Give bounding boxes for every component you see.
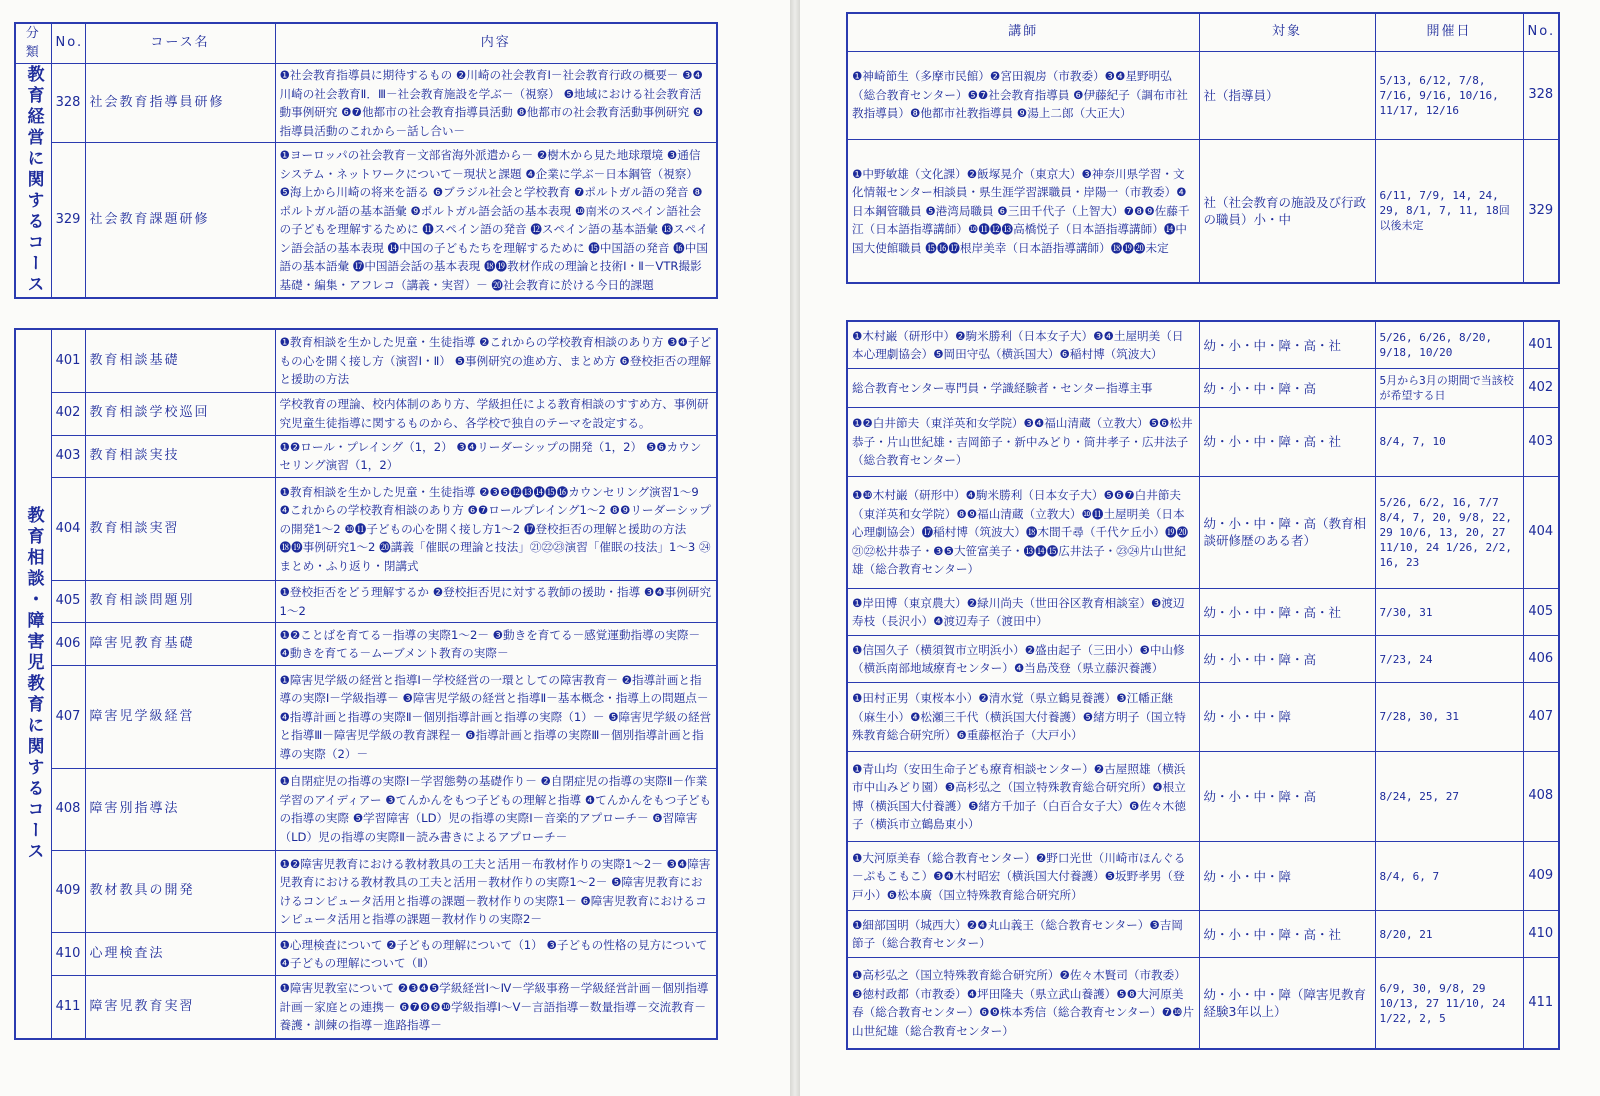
header-course-name: コース名 — [85, 23, 275, 64]
target-audience: 社（社会教育の施設及び行政の職員）小・中 — [1199, 139, 1375, 283]
session-dates: 5月から3月の期間で当該校が希望する日 — [1375, 369, 1523, 408]
table-row — [847, 369, 1559, 408]
course-number: 405 — [51, 580, 85, 623]
header-content: 内容 — [275, 23, 717, 64]
target-audience: 社（指導員） — [1199, 51, 1375, 139]
course-content: ❶自閉症児の指導の実際Ⅰ－学習態勢の基礎作り－ ❷自閉症児の指導の実際Ⅱ－作業学習のアイディアー ❸てんかんをもつ子どもの理解と指導 ❹てんかんをもつ子どもの指導の実際 ❺学習障害（LD）児の指導の実際Ⅰ－音楽的アプローチ－ ❻習障害（LD）児の指導の実際Ⅱ－読み書きによるアプローチ－ — [275, 768, 717, 850]
course-number: 404 — [51, 478, 85, 580]
course-number: 408 — [51, 768, 85, 850]
course-name: 教育相談学校巡回 — [85, 392, 275, 435]
instructor-table-education-management — [846, 12, 1560, 284]
table-row — [847, 751, 1559, 842]
course-number: 410 — [1523, 911, 1559, 958]
course-number: 328 — [51, 64, 85, 143]
course-number: 410 — [51, 933, 85, 976]
course-number: 409 — [51, 850, 85, 932]
course-content: 学校教育の理論、校内体制のあり方、学級担任による教育相談のすすめ方、事例研究児童生徒指導に関するものから、各学校で独自のテーマを設定する。 — [275, 392, 717, 435]
course-table-counseling — [14, 328, 718, 1040]
target-audience: 幼・小・中・障・高・社 — [1199, 407, 1375, 476]
table-row — [847, 842, 1559, 911]
table-row — [847, 958, 1559, 1049]
target-audience: 幼・小・中・障・高 — [1199, 751, 1375, 842]
instructors: ❶中野敏雄（文化課）❷飯塚晃介（東京大）❸神奈川県学習・文化情報センター相談員・県生涯学習課職員・岸陽一（市教委）❹日本鋼管職員 ❺港湾局職員 ❻三田千代子（上智大）❼❽❾佐藤千江（日本語指導講師）❿⓫⓬⓭高橋悦子（日本語指導講師）⓮中国大使館職員 ⓯⓰⓱根岸美幸（日本語指導講師）⓲⓳⓴未定 — [847, 139, 1199, 283]
course-name: 心理検査法 — [85, 933, 275, 976]
table-row — [15, 666, 717, 768]
instructors: 総合教育センター専門員・学識経験者・センター指導主事 — [847, 369, 1199, 408]
table-row — [847, 321, 1559, 369]
target-audience: 幼・小・中・障・高 — [1199, 636, 1375, 683]
course-number: 404 — [1523, 476, 1559, 588]
table-row — [15, 435, 717, 478]
course-number: 328 — [1523, 51, 1559, 139]
target-audience: 幼・小・中・障・高 — [1199, 369, 1375, 408]
course-content: ❶心理検査について ❷子どもの理解について（1） ❸子どもの性格の見方について ❹子どもの理解について（Ⅱ） — [275, 933, 717, 976]
course-number: 407 — [51, 666, 85, 768]
table-row — [15, 64, 717, 143]
course-number: 403 — [1523, 407, 1559, 476]
table-row — [15, 623, 717, 666]
course-number: 403 — [51, 435, 85, 478]
table-row — [847, 51, 1559, 139]
session-dates: 7/23, 24 — [1375, 636, 1523, 683]
course-number: 407 — [1523, 683, 1559, 752]
course-name: 教育相談基礎 — [85, 329, 275, 392]
instructors: ❶青山均（安田生命子ども療育相談センター）❷古屋照雄（横浜市中山みどり園）❸高杉弘之（国立特殊教育総合研究所）❹根立博（横浜国大付養護）❺緒方千加子（白百合女子大）❻佐々木徳子（横浜市立鶴島東小） — [847, 751, 1199, 842]
course-name: 教育相談実習 — [85, 478, 275, 580]
instructors: ❶高杉弘之（国立特殊教育総合研究所）❷佐々木賢司（市教委）❸徳村政都（市教委）❹坪田隆夫（県立武山養護）❺❽大河原美春（総合教育センター）❻❾株本秀信（総合教育センター）❼❿片山世紀雄（総合教育センター） — [847, 958, 1199, 1049]
header-category: 分類 — [15, 23, 51, 64]
instructors: ❶信国久子（横須賀市立明浜小）❷盛由起子（三田小）❸中山修（横浜南部地域療育センター）❹当島茂登（県立藤沢養護） — [847, 636, 1199, 683]
course-number: 406 — [51, 623, 85, 666]
table-row — [15, 143, 717, 298]
header-target: 対象 — [1199, 13, 1375, 51]
header-no: No. — [1523, 13, 1559, 51]
course-table-education-management — [14, 22, 718, 299]
table-row — [15, 329, 717, 392]
header-instructor: 講師 — [847, 13, 1199, 51]
course-content: ❶社会教育指導員に期待するもの ❷川崎の社会教育Ⅰ－社会教育行政の概要－ ❸❹川崎の社会教育Ⅱ．Ⅲ－社会教育施設を学ぶ－（視察） ❺地域における社会教育活動事例研究 ❻❼他都市の社会教育指導員活動 ❽他都市の社会教育活動事例研究 ❾指導員活動のこれから－話し合い－ — [275, 64, 717, 143]
course-number: 329 — [1523, 139, 1559, 283]
table-row — [847, 911, 1559, 958]
session-dates: 8/24, 25, 27 — [1375, 751, 1523, 842]
table-row — [15, 933, 717, 976]
instructors: ❶田村正男（東桜本小）❷清水覚（県立鶴見養護）❸江幡正継（麻生小）❹松瀬三千代（横浜国大付養護）❺緒方明子（国立特殊教育総合研究所）❻重藤枢治子（大戸小） — [847, 683, 1199, 752]
header-dates: 開催日 — [1375, 13, 1523, 51]
course-name: 社会教育指導員研修 — [85, 64, 275, 143]
course-content: ❶ヨーロッパの社会教育－文部省海外派遣から－ ❷樹木から見た地球環境 ❸通信システム・ネットワークについて－現状と課題 ❹企業に学ぶ－日本鋼管（視察） ❺海上から川崎の将来を語る ❻ブラジル社会と学校教育 ❼ポルトガル語の発音 ❽ポルトガル語の基本語彙 ❾ポルトガル語会話の基本表現 ❿南米のスペイン語社会の子どもを理解するために ⓫スペイン語の発音 ⓬スペイン語の基本語彙 ⓭スペイン語会話の基本表現 ⓮中国の子どもたちを理解するために ⓯中国語の発音 ⓰中国語の基本語彙 ⓱中国語会話の基本表現 ⓲⓳教材作成の理論と技術Ⅰ・Ⅱ－VTR撮影基礎・編集・アフレコ（講義・実習）－ ⓴社会教育に於ける今日的課題 — [275, 143, 717, 298]
session-dates: 6/11, 7/9, 14, 24, 29, 8/1, 7, 11, 18回以後未定 — [1375, 139, 1523, 283]
target-audience: 幼・小・中・障・高・社 — [1199, 589, 1375, 636]
course-number: 411 — [1523, 958, 1559, 1049]
table-row — [15, 580, 717, 623]
instructor-table-counseling — [846, 320, 1560, 1050]
course-content: ❶❷ことばを育てる－指導の実際1～2－ ❸動きを育てる－感覚運動指導の実際－ ❹動きを育てる－ムーブメント教育の実際－ — [275, 623, 717, 666]
course-number: 402 — [51, 392, 85, 435]
session-dates: 6/9, 30, 9/8, 29 10/13, 27 11/10, 24 1/22, 2, 5 — [1375, 958, 1523, 1049]
table-row — [847, 683, 1559, 752]
header-no: No. — [51, 23, 85, 64]
instructors: ❶❷白井節夫（東洋英和女学院）❸❹福山清蔵（立教大）❺❻松井恭子・片山世紀雄・吉岡節子・新中みどり・筒井孝子・広井法子（総合教育センター） — [847, 407, 1199, 476]
table-row — [847, 407, 1559, 476]
course-number: 329 — [51, 143, 85, 298]
table-row — [15, 850, 717, 932]
target-audience: 幼・小・中・障（障害児教育経験3年以上） — [1199, 958, 1375, 1049]
table-row — [15, 976, 717, 1039]
table-row — [15, 392, 717, 435]
table-row — [847, 139, 1559, 283]
table-header-row — [15, 23, 717, 64]
session-dates: 8/20, 21 — [1375, 911, 1523, 958]
session-dates: 7/30, 31 — [1375, 589, 1523, 636]
right-page — [800, 0, 1600, 1096]
course-content: ❶障害児教室について ❷❸❹❺学級経営Ⅰ～Ⅳ－学級事務－学級経営計画－個別指導計画－家庭との連携－ ❻❼❽❾❿学級指導Ⅰ～Ⅴ－言語指導－数量指導－交流教育－養護・訓練の指導－進路指導－ — [275, 976, 717, 1039]
instructors: ❶細部国明（城西大）❷❹丸山義王（総合教育センター）❸吉岡節子（総合教育センター） — [847, 911, 1199, 958]
table-row — [15, 768, 717, 850]
course-name: 障害児教育基礎 — [85, 623, 275, 666]
course-number: 405 — [1523, 589, 1559, 636]
course-number: 401 — [51, 329, 85, 392]
instructors: ❶岸田博（東京農大）❷緑川尚夫（世田谷区教育相談室）❸渡辺寿枝（長沢小）❹渡辺寿子（渡田中） — [847, 589, 1199, 636]
table-row — [15, 478, 717, 580]
course-name: 障害児教育実習 — [85, 976, 275, 1039]
course-name: 教材教具の開発 — [85, 850, 275, 932]
course-number: 406 — [1523, 636, 1559, 683]
course-number: 408 — [1523, 751, 1559, 842]
session-dates: 7/28, 30, 31 — [1375, 683, 1523, 752]
course-number: 401 — [1523, 321, 1559, 369]
category-label: 教育経営に関するコース — [15, 64, 51, 299]
instructors: ❶木村巌（研形中）❷駒米勝利（日本女子大）❸❹土屋明美（日本心理劇協会）❺岡田守弘（横浜国大）❻稲村博（筑波大） — [847, 321, 1199, 369]
course-name: 教育相談問題別 — [85, 580, 275, 623]
table-header-row — [847, 13, 1559, 51]
course-number: 402 — [1523, 369, 1559, 408]
course-content: ❶教育相談を生かした児童・生徒指導 ❷❸❺⓬⓭⓮⓯⓰カウンセリング演習1～9 ❹これからの学校教育相談のあり方 ❻❼ロールプレイング1～2 ❽❾リーダーシップの開発1～2 ❿⓫子どもの心を開く接し方1～2 ⓱登校拒否の理解と援助の方法 ⓲⓳事例研究1～2 ⓴講義「催眠の理論と技法」㉑㉒㉓演習「催眠の技法」1～3 ㉔まとめ・ふり返り・閉講式 — [275, 478, 717, 580]
course-number: 411 — [51, 976, 85, 1039]
left-page — [0, 0, 790, 1096]
course-number: 409 — [1523, 842, 1559, 911]
session-dates: 5/13, 6/12, 7/8, 7/16, 9/16, 10/16, 11/17, 12/16 — [1375, 51, 1523, 139]
instructors: ❶神崎節生（多摩市民館）❷宮田親房（市教委）❸❹星野明弘（総合教育センター）❺❼社会教育指導員 ❻伊藤紀子（調布市社教指導員）❽他都市社教指導員 ❾湯上二郎（大正大） — [847, 51, 1199, 139]
target-audience: 幼・小・中・障・高・社 — [1199, 321, 1375, 369]
course-content: ❶登校拒否をどう理解するか ❷登校拒否児に対する教師の援助・指導 ❸❹事例研究1～2 — [275, 580, 717, 623]
course-name: 社会教育課題研修 — [85, 143, 275, 298]
course-content: ❶❷障害児教育における教材教具の工夫と活用－布教材作りの実際1～2－ ❸❹障害児教育における教材教具の工夫と活用－教材作りの実際1～2－ ❺障害児教育におけるコンピュータ活用と指導の課題－教材作りの実際1－ ❻障害児教育におけるコンピュータ活用と指導の課題－教材作りの実際2－ — [275, 850, 717, 932]
session-dates: 8/4, 6, 7 — [1375, 842, 1523, 911]
target-audience: 幼・小・中・障 — [1199, 842, 1375, 911]
table-row — [847, 476, 1559, 588]
course-name: 障害別指導法 — [85, 768, 275, 850]
target-audience: 幼・小・中・障・高・社 — [1199, 911, 1375, 958]
target-audience: 幼・小・中・障 — [1199, 683, 1375, 752]
course-name: 教育相談実技 — [85, 435, 275, 478]
session-dates: 5/26, 6/26, 8/20, 9/18, 10/20 — [1375, 321, 1523, 369]
course-content: ❶教育相談を生かした児童・生徒指導 ❷これからの学校教育相談のあり方 ❸❹子どもの心を開く接し方（演習Ⅰ・Ⅱ） ❺事例研究の進め方、まとめ方 ❻登校拒否の理解と援助の方法 — [275, 329, 717, 392]
instructors: ❶大河原美春（総合教育センター）❷野口光世（川崎市ほんぐる－ぷもこもこ）❸❹木村昭宏（横浜国大付養護）❺坂野孝男（登戸小）❻松本廣（国立特殊教育総合研究所） — [847, 842, 1199, 911]
book-gutter — [790, 0, 800, 1096]
course-name: 障害児学級経営 — [85, 666, 275, 768]
session-dates: 5/26, 6/2, 16, 7/7 8/4, 7, 20, 9/8, 22, 29 10/6, 13, 20, 27 11/10, 24 1/26, 2/2, 16, 23 — [1375, 476, 1523, 588]
table-row — [847, 589, 1559, 636]
session-dates: 8/4, 7, 10 — [1375, 407, 1523, 476]
target-audience: 幼・小・中・障・高（教育相談研修歴のある者） — [1199, 476, 1375, 588]
course-content: ❶障害児学級の経営と指導Ⅰ－学校経営の一環としての障害教育－ ❷指導計画と指導の実際Ⅰ－学級指導－ ❸障害児学級の経営と指導Ⅱ－基本概念・指導上の問題点－ ❹指導計画と指導の実際Ⅱ－個別指導計画と指導の実際（1）－ ❺障害児学級の経営と指導Ⅲ－障害児学級の教育課程－ ❻指導計画と指導の実際Ⅲ－個別指導計画と指導の実際（2）－ — [275, 666, 717, 768]
category-label: 教育相談・障害児教育に関するコース — [15, 329, 51, 1039]
table-row — [847, 636, 1559, 683]
instructors: ❶❿木村巌（研形中）❹駒米勝利（日本女子大）❺❻❼白井節夫（東洋英和女学院）❽❾福山清蔵（立教大）❿⓫土屋明美（日本心理劇協会）⓱稲村博（筑波大）⓲木間千尋（千代ケ丘小）⓳⓴㉑㉒松井恭子・❸❺大笹富美子・⓭⓮⓯広井法子・㉓㉔片山世紀雄（総合教育センター） — [847, 476, 1199, 588]
course-content: ❶❷ロール・プレイング（1，2） ❸❹リーダーシップの開発（1，2） ❺❻カウンセリング演習（1，2） — [275, 435, 717, 478]
